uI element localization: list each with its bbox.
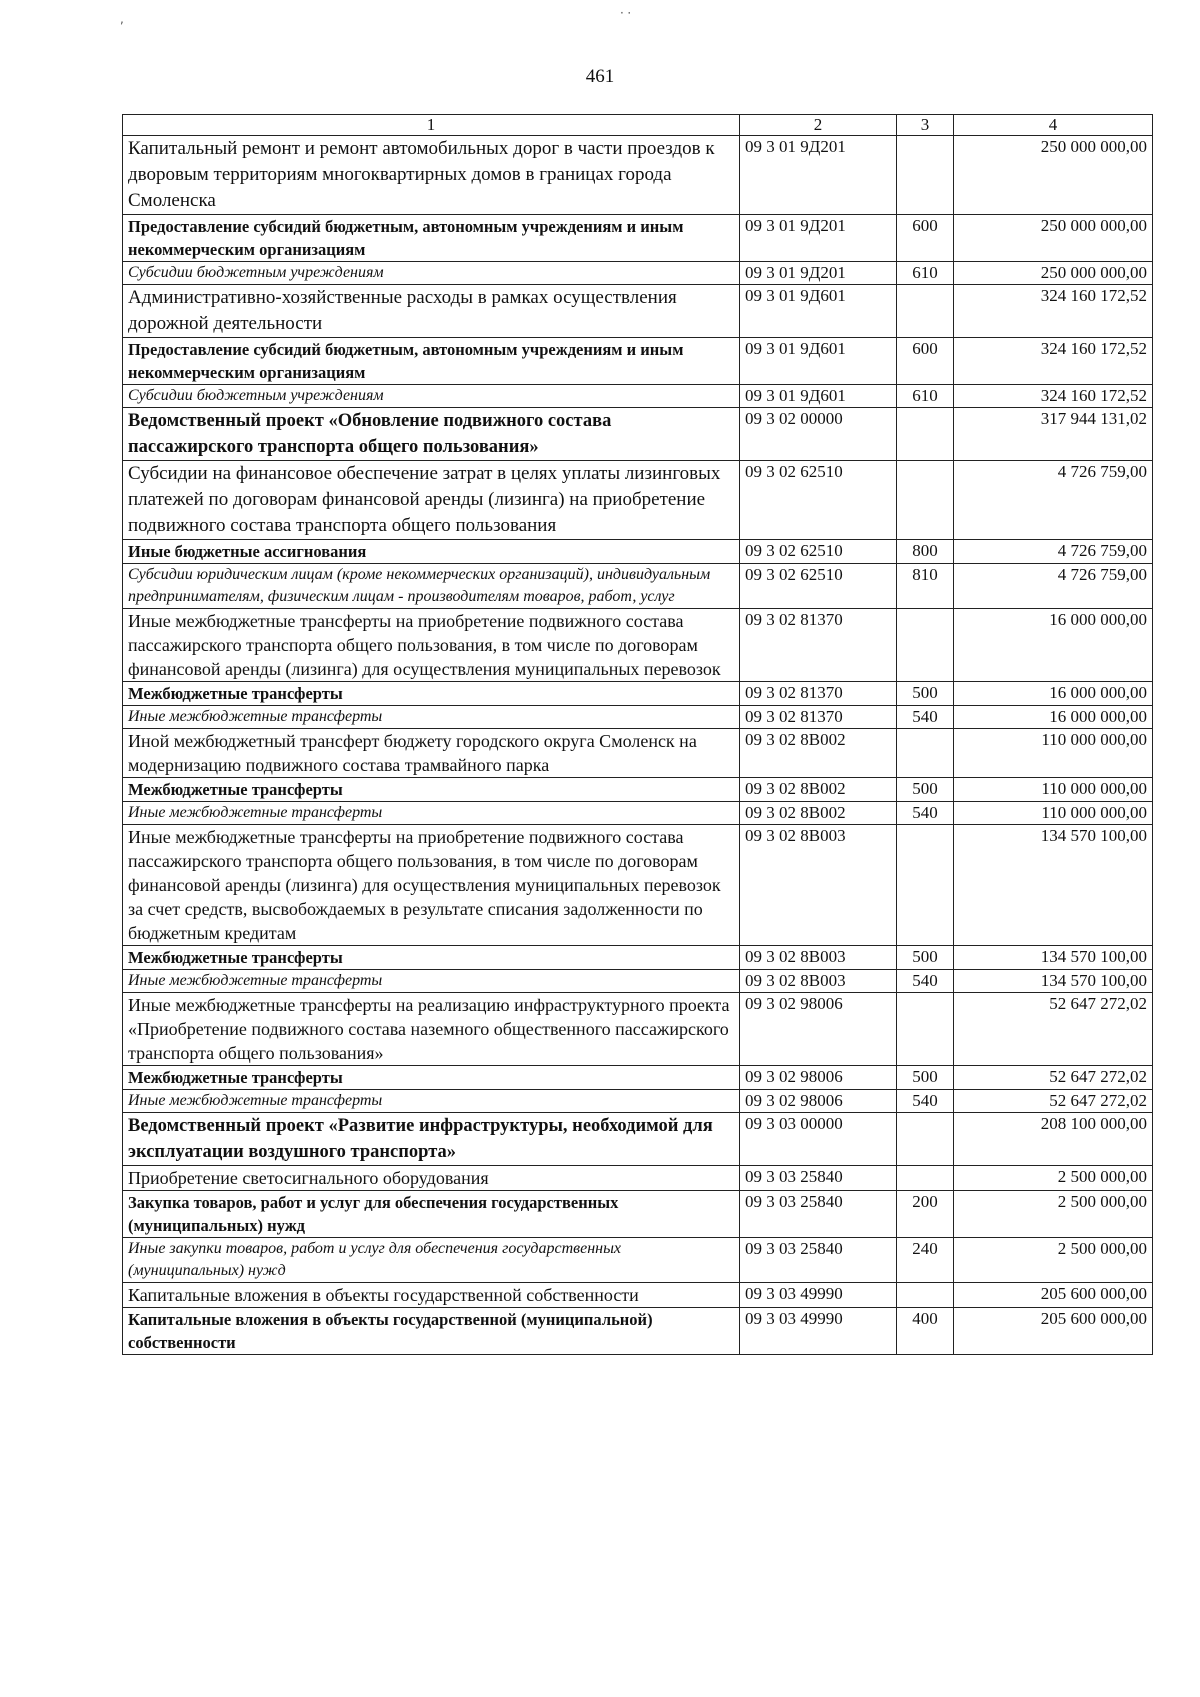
- row-name-cell: Иные межбюджетные трансферты: [123, 970, 740, 993]
- row-name-cell: Ведомственный проект «Обновление подвижного состава пассажирского транспорта общего пользования»: [123, 408, 740, 461]
- row-code-cell: 09 3 02 8В003: [740, 946, 897, 970]
- row-amount-cell: 4 726 759,00: [954, 564, 1153, 609]
- row-expense-type-cell: 610: [897, 385, 954, 408]
- row-amount-cell: 52 647 272,02: [954, 1090, 1153, 1113]
- table-row: [123, 946, 1153, 970]
- table-row: [123, 993, 1153, 1066]
- table-row: [123, 1191, 1153, 1238]
- row-amount-cell: 250 000 000,00: [954, 215, 1153, 262]
- row-expense-type-cell: 600: [897, 215, 954, 262]
- row-code-cell: 09 3 03 25840: [740, 1166, 897, 1191]
- row-expense-type-cell: 540: [897, 802, 954, 825]
- row-expense-type-cell: [897, 729, 954, 778]
- row-expense-type-cell: 240: [897, 1238, 954, 1283]
- table-row: [123, 262, 1153, 285]
- row-amount-cell: 52 647 272,02: [954, 993, 1153, 1066]
- row-code-cell: 09 3 02 00000: [740, 408, 897, 461]
- row-code-cell: 09 3 03 25840: [740, 1191, 897, 1238]
- column-header-1: 1: [123, 115, 740, 136]
- row-name-cell: Иные межбюджетные трансферты: [123, 706, 740, 729]
- row-code-cell: 09 3 02 98006: [740, 993, 897, 1066]
- row-code-cell: 09 3 02 62510: [740, 564, 897, 609]
- row-amount-cell: 110 000 000,00: [954, 729, 1153, 778]
- row-code-cell: 09 3 02 8В002: [740, 729, 897, 778]
- table-row: [123, 802, 1153, 825]
- row-code-cell: 09 3 02 98006: [740, 1066, 897, 1090]
- row-name-cell: Капитальные вложения в объекты государственной (муниципальной) собственности: [123, 1308, 740, 1355]
- row-amount-cell: 2 500 000,00: [954, 1238, 1153, 1283]
- row-expense-type-cell: 200: [897, 1191, 954, 1238]
- row-amount-cell: 324 160 172,52: [954, 338, 1153, 385]
- row-amount-cell: 317 944 131,02: [954, 408, 1153, 461]
- row-amount-cell: 134 570 100,00: [954, 825, 1153, 946]
- row-name-cell: Приобретение светосигнального оборудования: [123, 1166, 740, 1191]
- row-name-cell: Капитальные вложения в объекты государственной собственности: [123, 1283, 740, 1308]
- row-name-cell: Иные межбюджетные трансферты на приобретение подвижного состава пассажирского транспорта общего пользования, в том числе по договорам финансовой аренды (лизинга) для осуществления муниципальных перевозок: [123, 609, 740, 682]
- row-name-cell: Иной межбюджетный трансферт бюджету городского округа Смоленск на модернизацию подвижного состава трамвайного парка: [123, 729, 740, 778]
- row-expense-type-cell: 800: [897, 540, 954, 564]
- row-expense-type-cell: 500: [897, 946, 954, 970]
- row-expense-type-cell: [897, 993, 954, 1066]
- row-amount-cell: 208 100 000,00: [954, 1113, 1153, 1166]
- table-row: [123, 1283, 1153, 1308]
- row-expense-type-cell: 500: [897, 682, 954, 706]
- row-expense-type-cell: [897, 1113, 954, 1166]
- row-name-cell: Субсидии юридическим лицам (кроме некоммерческих организаций), индивидуальным предпринимателям, физическим лицам - производителям товаров, работ, услуг: [123, 564, 740, 609]
- row-expense-type-cell: [897, 1283, 954, 1308]
- row-code-cell: 09 3 01 9Д201: [740, 215, 897, 262]
- row-code-cell: 09 3 02 8В002: [740, 802, 897, 825]
- row-amount-cell: 324 160 172,52: [954, 385, 1153, 408]
- row-expense-type-cell: [897, 408, 954, 461]
- table-row: [123, 136, 1153, 215]
- row-amount-cell: 2 500 000,00: [954, 1191, 1153, 1238]
- table-row: [123, 385, 1153, 408]
- row-expense-type-cell: 540: [897, 1090, 954, 1113]
- row-code-cell: 09 3 01 9Д601: [740, 385, 897, 408]
- row-name-cell: Межбюджетные трансферты: [123, 1066, 740, 1090]
- table-row: [123, 1090, 1153, 1113]
- row-code-cell: 09 3 03 00000: [740, 1113, 897, 1166]
- table-row: [123, 778, 1153, 802]
- row-amount-cell: 205 600 000,00: [954, 1308, 1153, 1355]
- row-amount-cell: 4 726 759,00: [954, 540, 1153, 564]
- row-amount-cell: 4 726 759,00: [954, 461, 1153, 540]
- table-row: [123, 461, 1153, 540]
- row-expense-type-cell: [897, 461, 954, 540]
- row-name-cell: Субсидии на финансовое обеспечение затрат в целях уплаты лизинговых платежей по договорам финансовой аренды (лизинга) на приобретение подвижного состава транспорта общего пользования: [123, 461, 740, 540]
- row-expense-type-cell: 500: [897, 778, 954, 802]
- row-name-cell: Капитальный ремонт и ремонт автомобильных дорог в части проездов к дворовым территориям многоквартирных домов в границах города Смоленска: [123, 136, 740, 215]
- row-code-cell: 09 3 02 8В003: [740, 825, 897, 946]
- row-amount-cell: 110 000 000,00: [954, 778, 1153, 802]
- table-row: [123, 285, 1153, 338]
- column-header-2: 2: [740, 115, 897, 136]
- row-amount-cell: 16 000 000,00: [954, 706, 1153, 729]
- row-expense-type-cell: [897, 285, 954, 338]
- table-row: [123, 1308, 1153, 1355]
- table-row: [123, 729, 1153, 778]
- row-name-cell: Иные закупки товаров, работ и услуг для обеспечения государственных (муниципальных) нужд: [123, 1238, 740, 1283]
- row-amount-cell: 52 647 272,02: [954, 1066, 1153, 1090]
- row-name-cell: Межбюджетные трансферты: [123, 778, 740, 802]
- table-row: [123, 540, 1153, 564]
- table-row: [123, 1113, 1153, 1166]
- row-amount-cell: 250 000 000,00: [954, 262, 1153, 285]
- row-code-cell: 09 3 03 49990: [740, 1283, 897, 1308]
- row-name-cell: Иные межбюджетные трансферты: [123, 1090, 740, 1113]
- row-code-cell: 09 3 03 49990: [740, 1308, 897, 1355]
- table-row: [123, 1066, 1153, 1090]
- row-code-cell: 09 3 01 9Д201: [740, 262, 897, 285]
- row-amount-cell: 16 000 000,00: [954, 609, 1153, 682]
- row-amount-cell: 2 500 000,00: [954, 1166, 1153, 1191]
- row-amount-cell: 250 000 000,00: [954, 136, 1153, 215]
- row-name-cell: Межбюджетные трансферты: [123, 682, 740, 706]
- budget-table: [122, 114, 1153, 1355]
- table-row: [123, 408, 1153, 461]
- row-code-cell: 09 3 02 62510: [740, 461, 897, 540]
- table-header-row: [123, 115, 1153, 136]
- row-amount-cell: 205 600 000,00: [954, 1283, 1153, 1308]
- table-row: [123, 609, 1153, 682]
- row-amount-cell: 16 000 000,00: [954, 682, 1153, 706]
- column-header-3: 3: [897, 115, 954, 136]
- row-name-cell: Иные межбюджетные трансферты на реализацию инфраструктурного проекта «Приобретение подвижного состава наземного общественного пассажирского транспорта общего пользования»: [123, 993, 740, 1066]
- row-expense-type-cell: 540: [897, 706, 954, 729]
- table-row: [123, 970, 1153, 993]
- row-code-cell: 09 3 01 9Д601: [740, 285, 897, 338]
- row-amount-cell: 134 570 100,00: [954, 970, 1153, 993]
- table-body: [123, 136, 1153, 1355]
- row-code-cell: 09 3 02 98006: [740, 1090, 897, 1113]
- row-expense-type-cell: [897, 609, 954, 682]
- row-code-cell: 09 3 02 8В002: [740, 778, 897, 802]
- row-expense-type-cell: 500: [897, 1066, 954, 1090]
- row-code-cell: 09 3 02 81370: [740, 609, 897, 682]
- row-name-cell: Иные межбюджетные трансферты: [123, 802, 740, 825]
- row-code-cell: 09 3 02 81370: [740, 682, 897, 706]
- row-name-cell: Предоставление субсидий бюджетным, автономным учреждениям и иным некоммерческим организациям: [123, 215, 740, 262]
- row-name-cell: Ведомственный проект «Развитие инфраструктуры, необходимой для эксплуатации воздушного транспорта»: [123, 1113, 740, 1166]
- table-row: [123, 1166, 1153, 1191]
- table-row: [123, 215, 1153, 262]
- row-name-cell: Закупка товаров, работ и услуг для обеспечения государственных (муниципальных) нужд: [123, 1191, 740, 1238]
- row-expense-type-cell: [897, 136, 954, 215]
- row-expense-type-cell: 600: [897, 338, 954, 385]
- row-expense-type-cell: 810: [897, 564, 954, 609]
- row-expense-type-cell: [897, 825, 954, 946]
- row-expense-type-cell: [897, 1166, 954, 1191]
- row-name-cell: Предоставление субсидий бюджетным, автономным учреждениям и иным некоммерческим организациям: [123, 338, 740, 385]
- table-row: [123, 682, 1153, 706]
- row-code-cell: 09 3 03 25840: [740, 1238, 897, 1283]
- row-name-cell: Иные межбюджетные трансферты на приобретение подвижного состава пассажирского транспорта общего пользования, в том числе по договорам финансовой аренды (лизинга) для осуществления муниципальных перевозок за счет средств, высвобождаемых в результате списания задолженности по бюджетным кредитам: [123, 825, 740, 946]
- page-number: 461: [585, 66, 615, 87]
- row-name-cell: Субсидии бюджетным учреждениям: [123, 262, 740, 285]
- row-expense-type-cell: 610: [897, 262, 954, 285]
- row-code-cell: 09 3 02 8В003: [740, 970, 897, 993]
- row-code-cell: 09 3 02 62510: [740, 540, 897, 564]
- table-row: [123, 338, 1153, 385]
- row-code-cell: 09 3 01 9Д601: [740, 338, 897, 385]
- row-expense-type-cell: 540: [897, 970, 954, 993]
- row-expense-type-cell: 400: [897, 1308, 954, 1355]
- row-code-cell: 09 3 01 9Д201: [740, 136, 897, 215]
- table-row: [123, 706, 1153, 729]
- row-name-cell: Межбюджетные трансферты: [123, 946, 740, 970]
- row-name-cell: Административно-хозяйственные расходы в рамках осуществления дорожной деятельности: [123, 285, 740, 338]
- row-name-cell: Субсидии бюджетным учреждениям: [123, 385, 740, 408]
- row-name-cell: Иные бюджетные ассигнования: [123, 540, 740, 564]
- row-amount-cell: 110 000 000,00: [954, 802, 1153, 825]
- row-amount-cell: 324 160 172,52: [954, 285, 1153, 338]
- table-row: [123, 564, 1153, 609]
- table-row: [123, 825, 1153, 946]
- row-amount-cell: 134 570 100,00: [954, 946, 1153, 970]
- column-header-4: 4: [954, 115, 1153, 136]
- row-code-cell: 09 3 02 81370: [740, 706, 897, 729]
- table-row: [123, 1238, 1153, 1283]
